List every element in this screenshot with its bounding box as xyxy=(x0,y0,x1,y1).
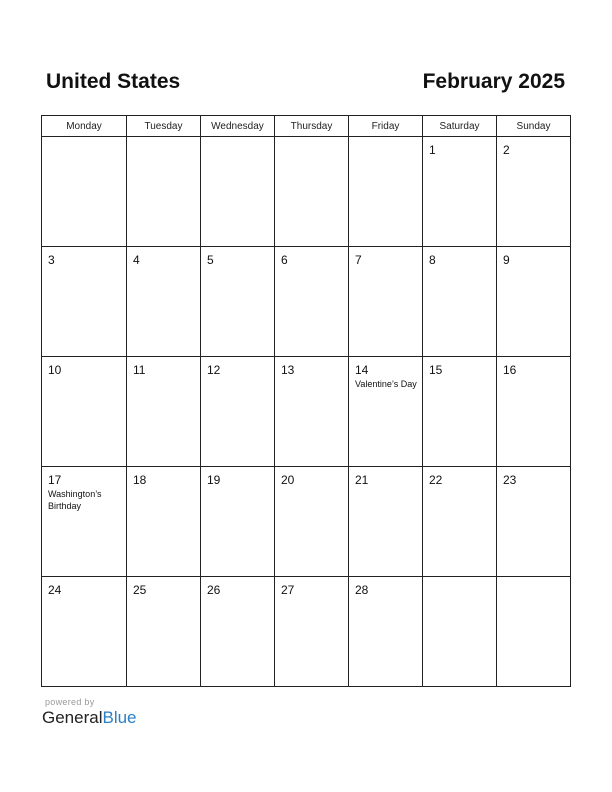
day-cell xyxy=(423,137,497,247)
day-number: 16 xyxy=(503,363,517,377)
weekday-header-thursday: Thursday xyxy=(275,116,349,137)
day-number: 3 xyxy=(48,253,55,267)
day-cell xyxy=(349,137,423,247)
day-cell xyxy=(127,137,201,247)
day-cell xyxy=(42,467,127,577)
brand-name-part2: Blue xyxy=(102,708,137,727)
day-number: 27 xyxy=(281,583,295,597)
week-row xyxy=(42,577,571,687)
day-number: 8 xyxy=(429,253,436,267)
day-number: 10 xyxy=(48,363,62,377)
day-cell xyxy=(275,467,349,577)
day-number: 23 xyxy=(503,473,517,487)
day-cell xyxy=(201,357,275,467)
day-cell xyxy=(423,467,497,577)
day-number: 25 xyxy=(133,583,147,597)
day-number: 28 xyxy=(355,583,369,597)
day-number: 4 xyxy=(133,253,140,267)
day-cell xyxy=(423,247,497,357)
day-cell xyxy=(275,137,349,247)
day-number: 2 xyxy=(503,143,510,157)
weekday-header-saturday: Saturday xyxy=(423,116,497,137)
day-cell xyxy=(201,137,275,247)
day-cell xyxy=(497,577,571,687)
day-number: 12 xyxy=(207,363,221,377)
day-cell xyxy=(423,357,497,467)
day-number: 15 xyxy=(429,363,443,377)
week-row xyxy=(42,137,571,247)
day-number: 24 xyxy=(48,583,62,597)
weekday-header-monday: Monday xyxy=(42,116,127,137)
day-number: 22 xyxy=(429,473,443,487)
powered-by-text: powered by xyxy=(45,697,95,707)
day-cell xyxy=(201,247,275,357)
day-number: 1 xyxy=(429,143,436,157)
month-year-title: February 2025 xyxy=(422,70,565,93)
day-cell xyxy=(201,577,275,687)
day-cell xyxy=(497,137,571,247)
week-row xyxy=(42,467,571,577)
calendar-grid xyxy=(41,115,571,687)
day-cell xyxy=(349,467,423,577)
day-cell xyxy=(349,577,423,687)
day-number: 5 xyxy=(207,253,214,267)
day-number: 21 xyxy=(355,473,369,487)
day-number: 13 xyxy=(281,363,295,377)
day-number: 19 xyxy=(207,473,221,487)
day-cell xyxy=(275,247,349,357)
day-number: 7 xyxy=(355,253,362,267)
day-cell xyxy=(127,247,201,357)
day-number: 18 xyxy=(133,473,147,487)
day-cell xyxy=(42,357,127,467)
day-cell xyxy=(42,577,127,687)
week-row xyxy=(42,357,571,467)
day-number: 6 xyxy=(281,253,288,267)
weekday-header-friday: Friday xyxy=(349,116,423,137)
day-cell xyxy=(275,577,349,687)
day-cell xyxy=(275,357,349,467)
day-cell xyxy=(127,467,201,577)
weekday-header-wednesday: Wednesday xyxy=(201,116,275,137)
day-number: 26 xyxy=(207,583,221,597)
day-number: 14 xyxy=(355,363,369,377)
weekday-header-tuesday: Tuesday xyxy=(127,116,201,137)
brand-name-part1: General xyxy=(42,708,103,727)
generalblue-logo[interactable] xyxy=(42,708,137,728)
day-number: 9 xyxy=(503,253,510,267)
day-cell xyxy=(42,137,127,247)
day-cell xyxy=(127,357,201,467)
day-cell xyxy=(423,577,497,687)
week-row xyxy=(42,247,571,357)
holiday-label: Washington’s Birthday xyxy=(48,489,102,511)
day-number: 17 xyxy=(48,473,62,487)
day-number: 20 xyxy=(281,473,295,487)
day-cell xyxy=(497,247,571,357)
weekday-header-row xyxy=(42,116,571,137)
day-cell xyxy=(127,577,201,687)
day-cell xyxy=(42,247,127,357)
day-cell xyxy=(497,467,571,577)
holiday-label: Valentine’s Day xyxy=(355,379,417,389)
day-cell xyxy=(349,357,423,467)
country-title: United States xyxy=(46,70,181,93)
day-cell xyxy=(349,247,423,357)
day-cell xyxy=(201,467,275,577)
weekday-header-sunday: Sunday xyxy=(497,116,571,137)
day-number: 11 xyxy=(133,363,146,377)
day-cell xyxy=(497,357,571,467)
